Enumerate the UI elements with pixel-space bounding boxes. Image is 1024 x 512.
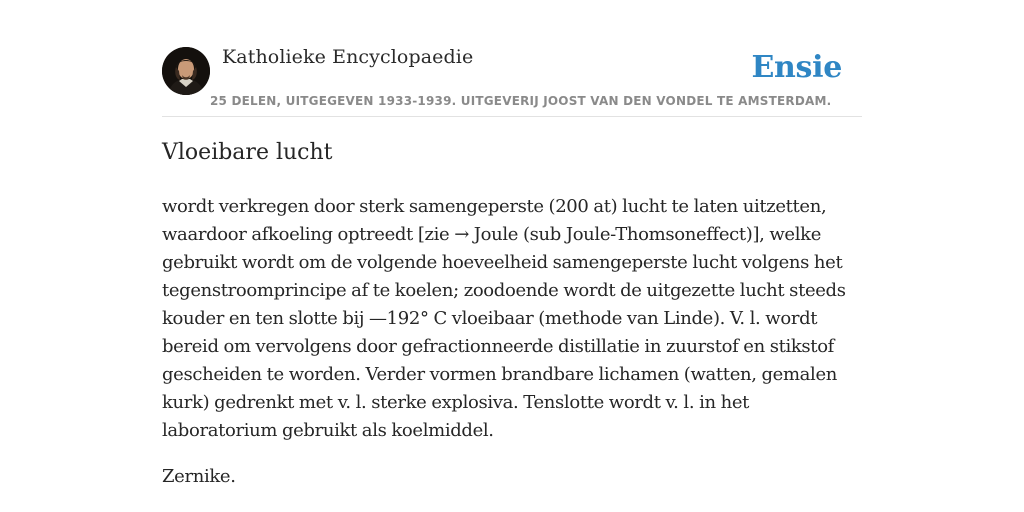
entry-author: Zernike. — [162, 466, 236, 487]
entry-title: Vloeibare lucht — [162, 140, 333, 165]
source-title[interactable]: Katholieke Encyclopaedie — [222, 46, 474, 68]
source-subtitle: 25 DELEN, UITGEGEVEN 1933-1939. UITGEVERIJ JOOST VAN DEN VONDEL TE AMSTERDAM. — [210, 94, 832, 108]
header — [162, 44, 862, 117]
portrait-avatar-icon[interactable] — [162, 47, 210, 95]
entry-body: wordt verkregen door sterk samengeperste (200 at) lucht te laten uitzetten, waardoor afkoeling optreedt [zie → Joule (sub Joule-Thomsoneffect)], welke gebruikt wordt om de volgende hoeveelheid samengeperste lucht volgens het tegenstroomprincipe af te koelen; zoodoende wordt de uitgezette lucht steeds kouder en ten slotte bij —192° C vloeibaar (methode van Linde). V. l. wordt bereid om vervolgens door gefractionneerde distillatie in zuurstof en stikstof gescheiden te worden. Verder vormen brandbare lichamen (watten, gemalen kurk) gedrenkt met v. l. sterke explosiva. Tenslotte wordt v. l. in het laboratorium gebruikt als koelmiddel. — [162, 196, 846, 441]
ensie-logo-link[interactable]: Ensie — [751, 50, 842, 85]
